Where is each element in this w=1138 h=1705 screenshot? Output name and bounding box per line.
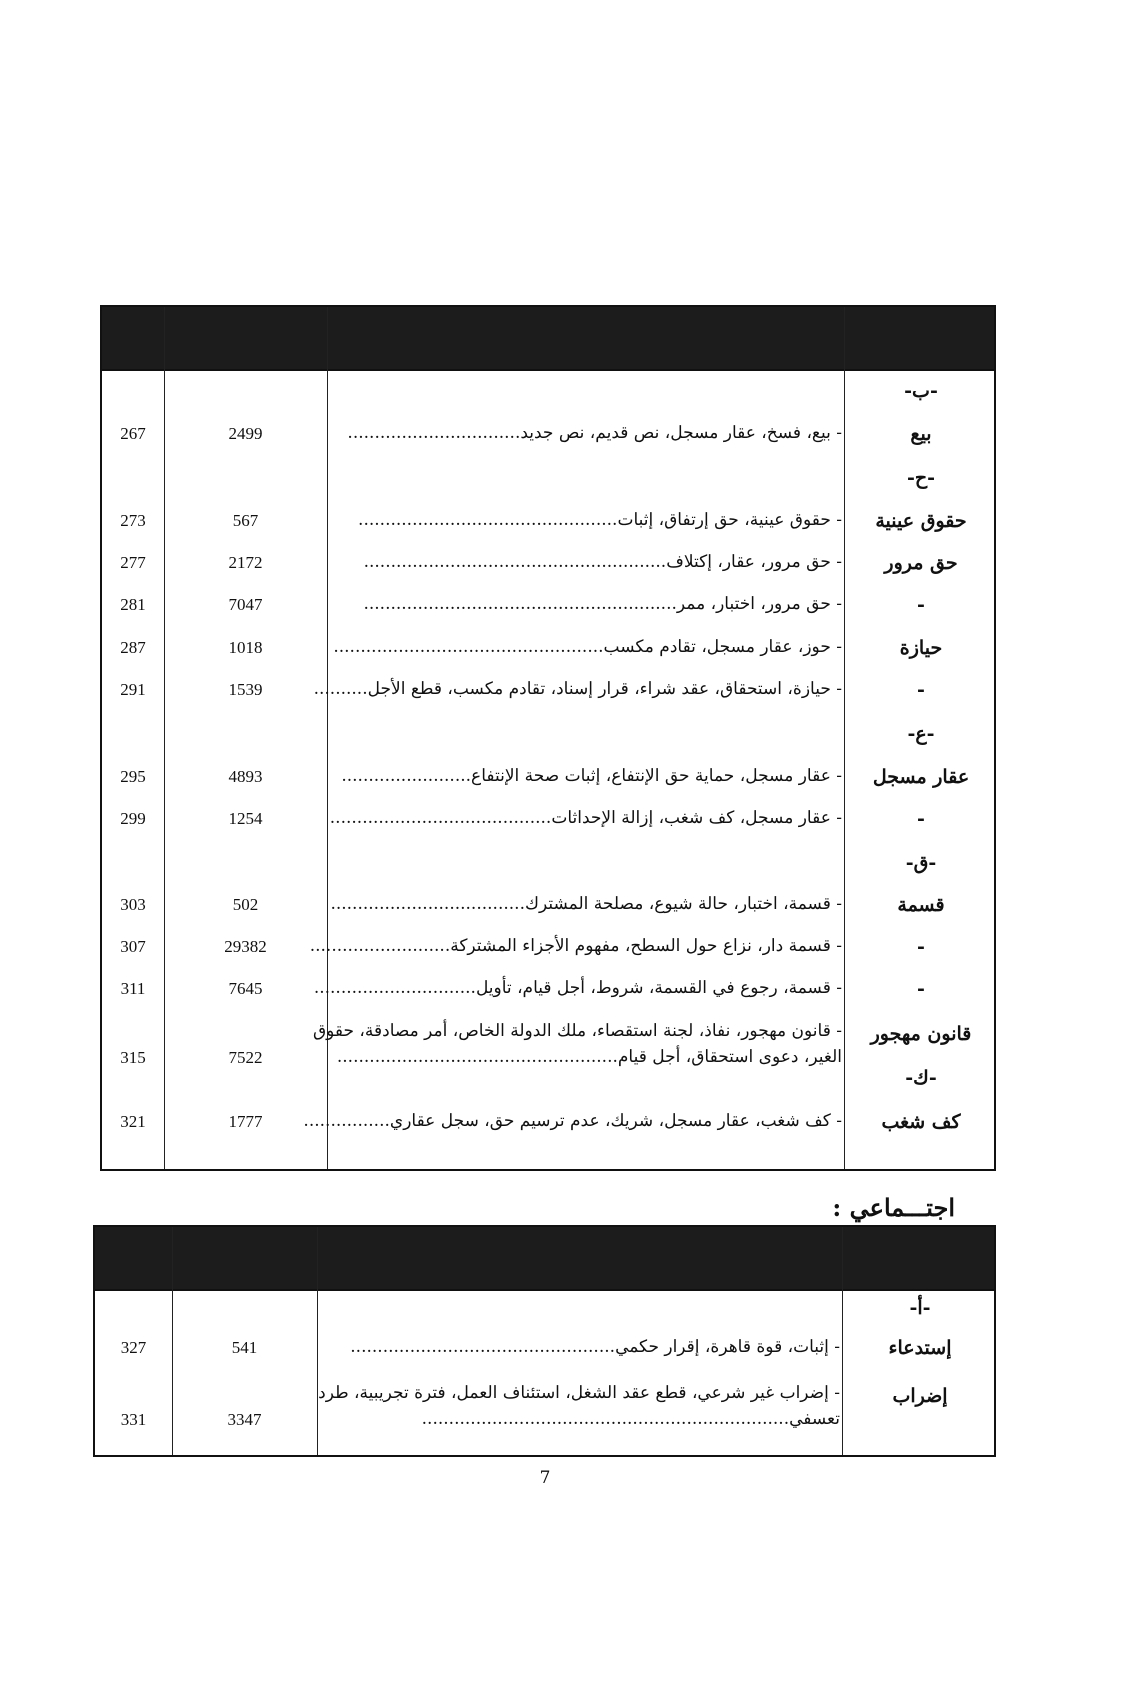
entry-description: - قسمة دار، نزاع حول السطح، مفهوم الأجزاء المشتركة: [450, 936, 842, 956]
index-keyword: إضراب: [892, 1385, 948, 1407]
leader-dots: ....................................: [330, 894, 525, 914]
page-ref: 287: [120, 638, 146, 657]
decision-number: 2172: [228, 553, 263, 572]
leader-dots: .........................................: [329, 808, 552, 828]
entry-description: - حقوق عينية، حق إرتفاق، إثبات: [617, 510, 842, 530]
leader-dots: ................: [303, 1111, 390, 1131]
index-keyword: قانون مهجور: [870, 1023, 972, 1045]
leader-dots: ....................................................: [336, 1047, 618, 1067]
leader-dots: ........................................................: [363, 552, 667, 572]
leader-dots: .................................................: [350, 1337, 616, 1357]
decision-number: 7645: [228, 979, 263, 998]
decision-number: 7522: [228, 1048, 263, 1067]
leader-dots: ..........................................................: [363, 594, 677, 614]
section-letter: -ع-: [907, 723, 935, 745]
entry-description-row: [330, 896, 842, 913]
page-ref: 327: [120, 1338, 147, 1357]
entry-description-row: [330, 1049, 842, 1066]
index-keyword: حقوق عينية: [875, 510, 967, 532]
leader-dots: ..................................................: [333, 637, 604, 657]
index-keyword: حق مرور: [884, 552, 958, 574]
entry-description-row: [330, 512, 842, 529]
table-header-bar: [95, 1227, 994, 1291]
page-ref: 303: [120, 895, 146, 914]
decision-number: 1018: [228, 638, 263, 657]
decision-number: 1777: [228, 1112, 263, 1131]
entry-description-row: [313, 679, 842, 699]
index-keyword: كف شغب: [881, 1111, 961, 1133]
entry-description: - قسمة، رجوع في القسمة، شروط، أجل قيام، تأويل: [475, 978, 842, 998]
page-ref: 281: [120, 595, 146, 614]
decision-number: 567: [232, 511, 259, 530]
entry-description-row: [330, 425, 842, 442]
entry-description: - إثبات، قوة قاهرة، إقرار حكمي: [615, 1337, 840, 1357]
index-keyword: -: [917, 936, 925, 958]
page-ref: 321: [120, 1112, 146, 1131]
decision-number: 29382: [224, 937, 267, 956]
entry-description-row: [330, 639, 842, 656]
index-keyword: -: [917, 679, 925, 701]
section-letter: -ح-: [906, 467, 936, 489]
decision-number: 2499: [228, 424, 263, 443]
page-number: 7: [539, 1468, 551, 1488]
entry-description-row: [320, 1339, 840, 1356]
leader-dots: ..........: [313, 679, 368, 699]
entry-description: - عقار مسجل، حماية حق الإنتفاع، إثبات صحة الإنتفاع: [471, 766, 842, 786]
entry-description: - قسمة، اختبار، حالة شيوع، مصلحة المشترك: [524, 894, 842, 914]
index-keyword: بيع: [910, 423, 932, 445]
leader-dots: ........................: [341, 766, 472, 786]
index-keyword: -: [917, 978, 925, 1000]
section-letter: -ب-: [904, 380, 938, 402]
entry-description: - بيع، فسخ، عقار مسجل، نص قديم، نص جديد: [520, 423, 842, 443]
entry-description-row: [330, 554, 842, 571]
entry-description-row: [330, 810, 842, 827]
entry-description: - حق مرور، اختبار، ممر: [676, 594, 842, 614]
page-ref: 315: [120, 1048, 146, 1067]
leader-dots: ................................................: [358, 510, 618, 530]
page-ref: 307: [120, 937, 146, 956]
section-letter: -أ-: [909, 1297, 931, 1319]
decision-number: 7047: [228, 595, 263, 614]
index-table-2: [93, 1225, 996, 1457]
leader-dots: ....................................................................: [421, 1409, 790, 1429]
section-letter: -ك-: [905, 1067, 937, 1089]
entry-description-row: [313, 978, 842, 998]
entry-description: - عقار مسجل، كف شغب، إزالة الإحداثات: [551, 808, 842, 828]
entry-description-row: [303, 1111, 842, 1131]
entry-description-cont: الغير، دعوى استحقاق، أجل قيام: [617, 1047, 842, 1067]
index-keyword: حيازة: [899, 637, 943, 659]
entry-description: - قانون مهجور، نفاذ، لجنة استقصاء، ملك الدولة الخاص، أمر مصادقة، حقوق: [312, 1021, 842, 1041]
section-letter: -ق-: [905, 852, 937, 874]
page-ref: 267: [120, 424, 146, 443]
entry-description: - إضراب غير شرعي، قطع عقد الشغل، استئناف العمل، فترة تجريبية، طرد: [318, 1383, 840, 1403]
leader-dots: ..........................: [309, 936, 451, 956]
index-keyword: عقار مسجل: [872, 766, 970, 788]
page-ref: 277: [120, 553, 146, 572]
page-ref: 331: [120, 1410, 147, 1429]
decision-number: 502: [232, 895, 259, 914]
decision-number: 1539: [228, 680, 263, 699]
index-keyword: إستدعاء: [888, 1337, 952, 1359]
entry-description: - حق مرور، عقار، إكتلاف: [666, 552, 842, 572]
page-ref: 273: [120, 511, 146, 530]
decision-number: 3347: [227, 1410, 262, 1429]
entry-description-row: [330, 768, 842, 785]
page-ref: 291: [120, 680, 146, 699]
decision-number: 1254: [228, 809, 263, 828]
index-keyword: -: [917, 808, 925, 830]
entry-description-cont: تعسفي: [789, 1409, 840, 1429]
leader-dots: ................................: [347, 423, 521, 443]
entry-description-row: [330, 596, 842, 613]
page-ref: 311: [120, 979, 146, 998]
entry-description-row: [320, 1411, 840, 1428]
leader-dots: ..............................: [313, 978, 476, 998]
section-title: اجتـــماعي :: [832, 1193, 955, 1222]
page-ref: 295: [120, 767, 146, 786]
entry-description-row: [309, 936, 842, 956]
entry-description: - حوز، عقار مسجل، تقادم مكسب: [603, 637, 842, 657]
entry-description: - كف شغب، عقار مسجل، شريك، عدم ترسيم حق، سجل عقاري: [389, 1111, 842, 1131]
page-ref: 299: [120, 809, 146, 828]
index-keyword: -: [917, 594, 925, 616]
decision-number: 4893: [228, 767, 263, 786]
entry-description: - حيازة، استحقاق، عقد شراء، قرار إسناد، تقادم مكسب، قطع الأجل: [367, 679, 842, 699]
index-table-1: [100, 305, 996, 1171]
decision-number: 541: [231, 1338, 258, 1357]
table-header-bar: [102, 307, 994, 371]
index-keyword: قسمة: [897, 894, 945, 916]
